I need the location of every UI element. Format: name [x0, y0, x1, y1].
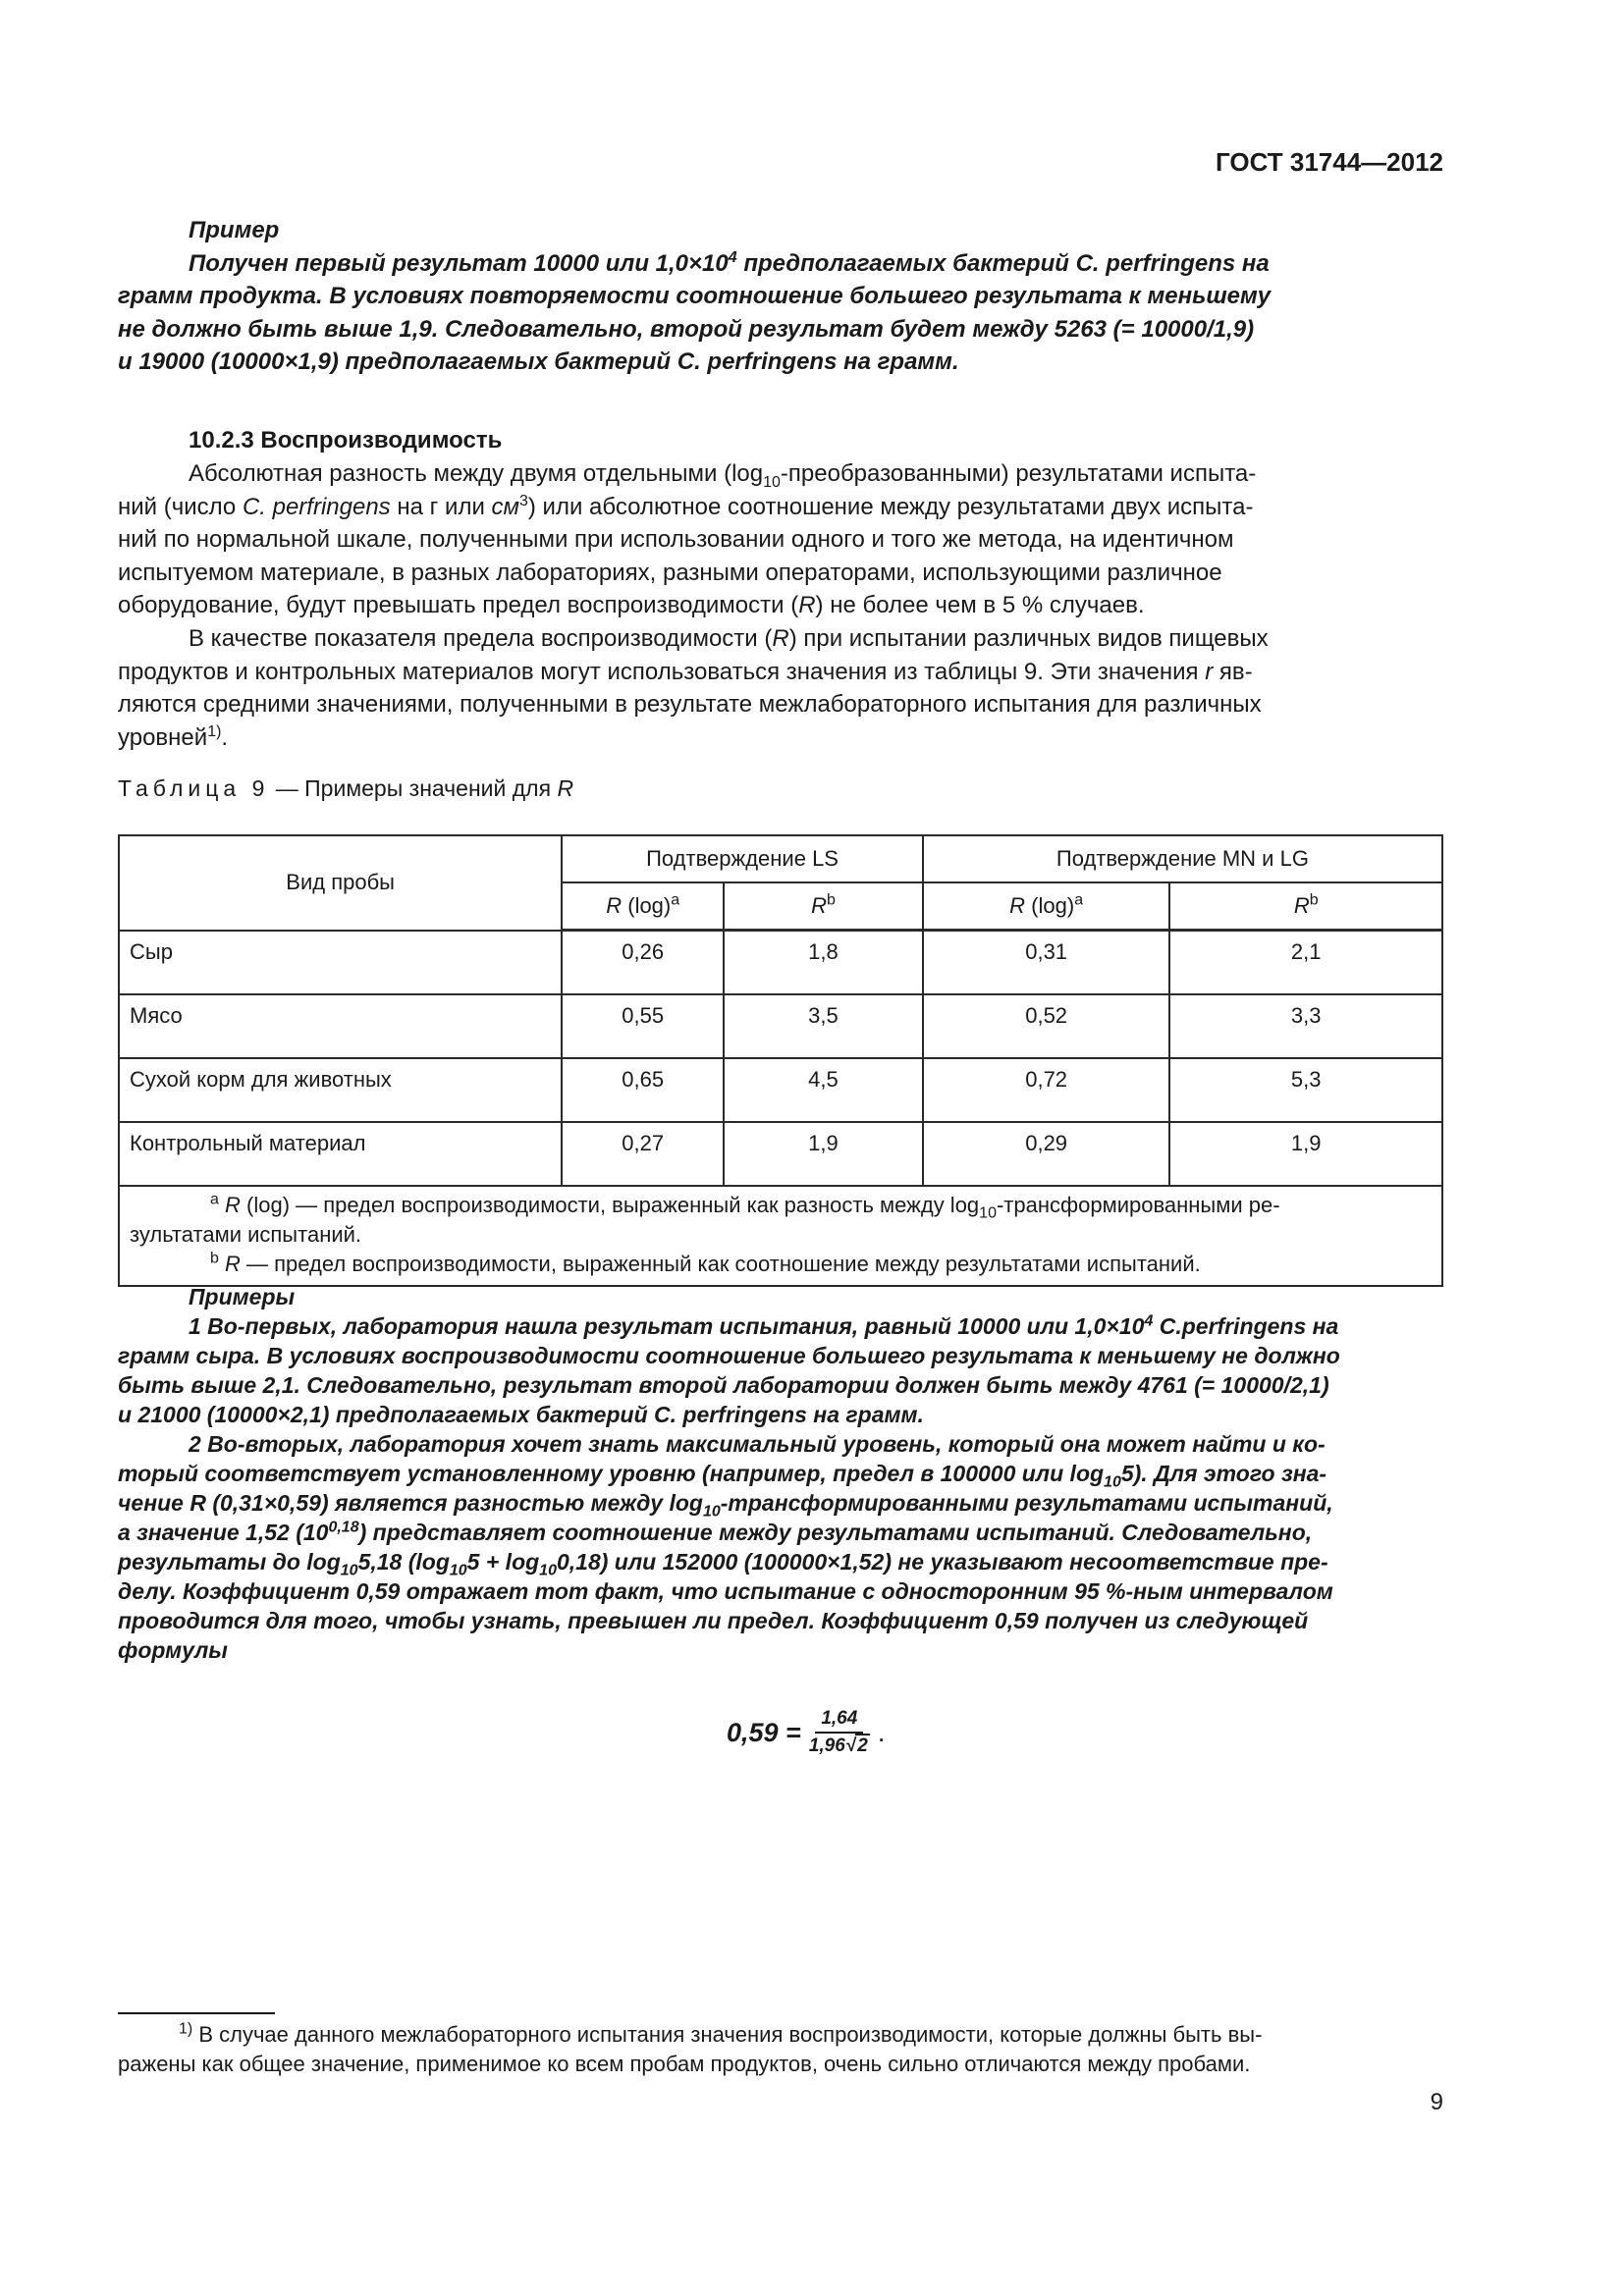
- example-line: 2 Во-вторых, лаборатория хочет знать максимальный уровень, который она может найти и ко-: [189, 1431, 1326, 1457]
- example-line: не должно быть выше 1,9. Следовательно, второй результат будет между 5263 (= 10000/1,9): [118, 315, 1255, 343]
- example-line: грамм продукта. В условиях повторяемости соотношение большего результата к меньшему: [118, 283, 1272, 309]
- table-note-b: $^b$ R — предел воспроизводимости, выраженный как соотношение между результатами испытаний.: [210, 1250, 1201, 1276]
- cell-ls-r: 4,5: [724, 1058, 923, 1122]
- table-header-row: [119, 835, 1442, 882]
- cell-mn-r: 5,3: [1169, 1058, 1442, 1122]
- cell-sample: Сухой корм для животных: [119, 1058, 562, 1122]
- example-title: Пример: [189, 217, 280, 243]
- cell-mn-rlog: 0,31: [923, 931, 1170, 995]
- col-header-mn-r: $R^b$: [1169, 882, 1442, 931]
- table-notes: $^a$ R (log) — предел воспроизводимости, выраженный как разность между $\log_{10}$-трансформированными ре- зультатами испытаний. $^b$ R — предел воспроизводимости, выраженный как соотношение между результатами испытаний.: [119, 1186, 1442, 1286]
- table-row: [119, 1122, 1442, 1186]
- formula-fraction: [809, 1708, 870, 1757]
- col-header-mn-rlog: R $(\log)^a$: [923, 882, 1170, 931]
- example-line: а значение 1,52 (10$^{0,18}$) представляет соотношение между результатами испытаний. Следовательно,: [118, 1519, 1313, 1545]
- example-line: 1 Во-первых, лаборатория нашла результат испытания, равный 10000 или $1,0\times 10^4$ C.perfringens на: [189, 1312, 1339, 1339]
- table-notes-row: [119, 1186, 1442, 1286]
- examples-block: [118, 1282, 1443, 1665]
- cell-mn-r: 2,1: [1169, 931, 1442, 995]
- example-line: и 19000 (10000×1,9) предполагаемых бактерий C. perfringens на грамм.: [118, 348, 959, 375]
- example-line: проводится для того, чтобы узнать, превышен ли предел. Коэффициент 0,59 получен из следующей: [118, 1608, 1309, 1633]
- example-line: грамм сыра. В условиях воспроизводимости соотношение большего результата к меньшему не должно: [118, 1343, 1340, 1368]
- formula: [727, 1708, 885, 1757]
- example-line: результаты до $\log_{10}5,18$ $(\log_{10}5 + \log_{10}0,18)$ или 152000 (100000×1,52) не указывают несоответствие пре-: [118, 1549, 1328, 1579]
- section-heading: 10.2.3 Воспроизводимость: [189, 427, 503, 454]
- page-number: 9: [1430, 2089, 1443, 2115]
- col-header-sample: Вид пробы: [119, 835, 562, 931]
- table-row: [119, 931, 1442, 995]
- cell-ls-r: 1,9: [724, 1122, 923, 1186]
- cell-ls-rlog: 0,27: [562, 1122, 724, 1186]
- sqrt-icon: √: [844, 1735, 856, 1756]
- cell-mn-rlog: 0,52: [923, 994, 1170, 1058]
- formula-period: .: [877, 1717, 886, 1747]
- cell-ls-rlog: 0,65: [562, 1058, 724, 1122]
- cell-mn-r: 3,3: [1169, 994, 1442, 1058]
- cell-mn-r: 1,9: [1169, 1122, 1442, 1186]
- examples-title: Примеры: [189, 1284, 296, 1309]
- table-note-a: $^a$ R (log) — предел воспроизводимости, выраженный как разность между $\log_{10}$-трансформированными ре-: [210, 1191, 1280, 1222]
- cell-mn-rlog: 0,72: [923, 1058, 1170, 1122]
- formula-numerator: 1,64: [815, 1708, 863, 1734]
- paragraph-table-reference: В качестве показателя предела воспроизводимости (R) при испытании различных видов пищевых продуктов и контрольных материалов могут использоваться значения из таблицы 9. Эти значения r яв- ляются средними значениями, полученными в результате межлабораторного испытания для различных уровней$^{1)}$.: [118, 625, 1269, 751]
- table-caption: Таблица 9 — Примеры значений для R: [118, 775, 574, 801]
- footnote-rule: [118, 2012, 275, 2014]
- cell-ls-r: 1,8: [724, 931, 923, 995]
- example-line: делу. Коэффициент 0,59 отражает тот факт, что испытание с односторонним 95 %-ным интервалом: [118, 1578, 1333, 1604]
- group-header-ls: Подтверждение LS: [562, 835, 923, 882]
- cell-ls-r: 3,5: [724, 994, 923, 1058]
- col-header-ls-r: $R^b$: [724, 882, 923, 931]
- example-line: Получен первый результат 10000 или $1,0\times 10^4$ предполагаемых бактерий C. perfringens на: [189, 248, 1270, 277]
- cell-mn-rlog: 0,29: [923, 1122, 1170, 1186]
- example-line: быть выше 2,1. Следовательно, результат второй лаборатории должен быть между 4761 (= 10000/2,1): [118, 1372, 1329, 1398]
- cell-ls-rlog: 0,55: [562, 994, 724, 1058]
- table-9: [118, 834, 1443, 1287]
- table-row: [119, 1058, 1442, 1122]
- example-line: чение R (0,31×0,59) является разностью между $\log_{10}$-трансформированными результатами испытаний,: [118, 1490, 1333, 1521]
- example-line: торый соответствует установленному уровню (например, предел в 100000 или $\log_{10}5$). Для этого зна-: [118, 1461, 1327, 1491]
- example-line: и 21000 (10000×2,1) предполагаемых бактерий C. perfringens на грамм.: [118, 1402, 924, 1427]
- example-block: [118, 214, 1443, 379]
- cell-sample: Мясо: [119, 994, 562, 1058]
- formula-denominator: 1,96√ 2: [808, 1735, 868, 1756]
- formula-lhs: 0,59 =: [727, 1717, 801, 1747]
- cell-ls-rlog: 0,26: [562, 931, 724, 995]
- paragraph-reproducibility: Абсолютная разность между двумя отдельными $(\log_{10}-преобразованными)$ результатами испыта- ний (число C. perfringens на г или $см^3$) или абсолютное соотношение между результатами двух испыта- ний по нормальной шкале, полученными при использовании одного и того же метода, на идентичном испытуемом материале, в разных лабораториях, разными операторами, использующими различное оборудование, будут превышать предел воспроизводимости (R) не более чем в 5 % случаев.: [118, 460, 1257, 618]
- group-header-mn-lg: Подтверждение MN и LG: [923, 835, 1442, 882]
- cell-sample: Контрольный материал: [119, 1122, 562, 1186]
- col-header-ls-rlog: R $(\log)^a$: [562, 882, 724, 931]
- footnote: $^{1)}$ В случае данного межлабораторного испытания значения воспроизводимости, которые должны быть вы- ражены как общее значение, применимое ко всем пробам продуктов, очень сильно отличаются между пробами.: [118, 2020, 1263, 2076]
- document-header: ГОСТ 31744—2012: [1216, 147, 1443, 177]
- cell-sample: Сыр: [119, 931, 562, 995]
- table-row: [119, 994, 1442, 1058]
- example-line: формулы: [118, 1637, 228, 1663]
